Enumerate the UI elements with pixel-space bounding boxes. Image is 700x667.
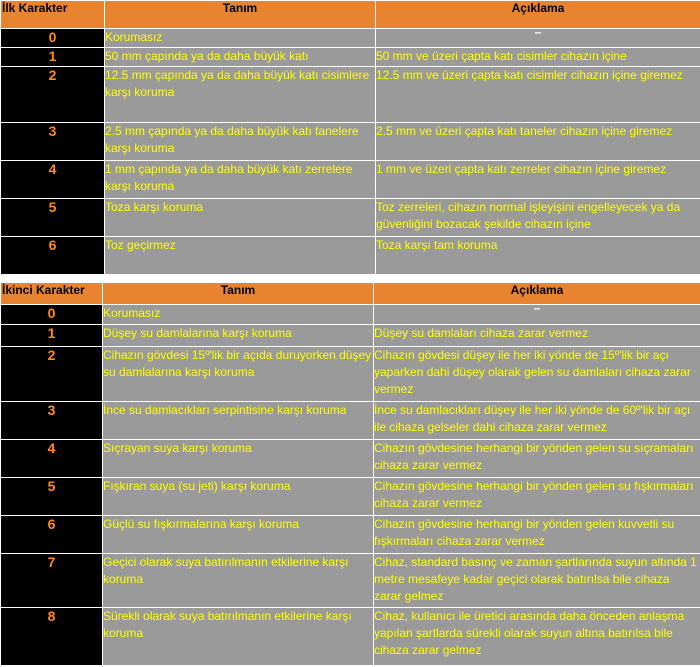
table-row <box>1 402 700 440</box>
row-aciklama: Toza karşı tam koruma <box>376 237 700 275</box>
row-tanim: 2.5 mm çapında ya da daha büyük katı tanelere karşı koruma <box>105 123 376 161</box>
row-aciklama: Cihazın gövdesine herhangi bir yönden gelen su sıçramaları cihaza zarar vermez <box>374 440 700 478</box>
row-tanim: Toz geçirmez <box>105 237 376 275</box>
table-row <box>1 199 700 237</box>
table-row <box>1 440 700 478</box>
dash-text: – <box>533 304 541 315</box>
row-number: 0 <box>1 29 105 48</box>
row-number: 6 <box>1 516 103 554</box>
row-aciklama <box>374 305 700 325</box>
row-tanim: 1 mm çapında ya da daha büyük katı zerrelere karşı koruma <box>105 161 376 199</box>
row-number: 8 <box>1 608 103 666</box>
row-aciklama: Düşey su damlaları cihaza zarar vermez <box>374 325 700 347</box>
header-tanim: Tanım <box>105 1 376 29</box>
table-row <box>1 123 700 161</box>
header-aciklama: Açıklama <box>374 283 700 305</box>
row-aciklama: 1 mm ve üzeri çapta katı zerreler cihazın içine giremez <box>376 161 700 199</box>
table-row <box>1 29 700 48</box>
table-header-row <box>1 283 700 305</box>
row-number: 3 <box>1 123 105 161</box>
row-tanim: Sürekli olarak suya batırılmanın etkilerine karşı koruma <box>103 608 374 666</box>
table-row <box>1 516 700 554</box>
dash-text: – <box>534 28 542 39</box>
row-number: 0 <box>1 305 103 325</box>
table-row <box>1 325 700 347</box>
table-row <box>1 161 700 199</box>
first-character-table <box>0 0 700 275</box>
row-aciklama: İnce su damlacıkları düşey ile her iki yönde de 60º'lik bir açı ile cihaza gelseler dahi cihaza zarar vermez <box>374 402 700 440</box>
table-header-row <box>1 1 700 29</box>
row-number: 7 <box>1 554 103 608</box>
header-second-character: İkinci Karakter <box>1 283 103 305</box>
table-row <box>1 478 700 516</box>
row-aciklama: 12.5 mm ve üzeri çapta katı cisimler cihazın içine giremez <box>376 67 700 123</box>
row-aciklama: Cihazın gövdesi düşey ile her iki yönde de 15º'lik bir açı yaparken dahi düşey olarak gelen su damlaları cihaza zarar vermez <box>374 347 700 402</box>
row-tanim: Fışkıran suya (su jeti) karşı koruma <box>103 478 374 516</box>
row-aciklama: 2.5 mm ve üzeri çapta katı taneler cihazın içine giremez <box>376 123 700 161</box>
row-number: 2 <box>1 67 105 123</box>
row-tanim: Korumasız <box>105 29 376 48</box>
table-row <box>1 48 700 67</box>
row-aciklama: Cihazın gövdesine herhangi bir yönden gelen su fışkırmaları cihaza zarar vermez <box>374 478 700 516</box>
row-number: 2 <box>1 347 103 402</box>
header-first-character: İlk Karakter <box>1 1 105 29</box>
row-number: 1 <box>1 48 105 67</box>
row-tanim: Düşey su damlalarına karşı koruma <box>103 325 374 347</box>
row-tanim: Güçlü su fışkırmalarına karşı koruma <box>103 516 374 554</box>
table-row <box>1 608 700 666</box>
row-number: 6 <box>1 237 105 275</box>
table-row <box>1 305 700 325</box>
row-tanim: İnce su damlacıkları serpintisine karşı koruma <box>103 402 374 440</box>
row-number: 4 <box>1 161 105 199</box>
header-aciklama: Açıklama <box>376 1 700 29</box>
row-tanim: Geçici olarak suya batırılmanın etkilerine karşı koruma <box>103 554 374 608</box>
header-tanim: Tanım <box>103 283 374 305</box>
row-aciklama: Cihaz, kullanıcı ile üretici arasında daha önceden anlaşma yapılan şartlarda sürekli olarak suyun altına batırılsa bile cihaza zarar gelmez <box>374 608 700 666</box>
row-aciklama: Cihaz, standard basınç ve zaman şartlarında suyun altında 1 metre mesafeye kadar geçici olarak batırılsa bile cihaza zarar gelmez <box>374 554 700 608</box>
row-aciklama: Toz zerreleri, cihazın normal işleyişini engelleyecek ya da güvenliğini bozacak şekilde cihazın içine <box>376 199 700 237</box>
row-number: 5 <box>1 478 103 516</box>
table-row <box>1 554 700 608</box>
row-tanim: 50 mm çapında ya da daha büyük katı <box>105 48 376 67</box>
table-row <box>1 237 700 275</box>
row-aciklama: 50 mm ve üzeri çapta katı cisimler cihazın içine <box>376 48 700 67</box>
row-number: 4 <box>1 440 103 478</box>
second-character-table <box>0 282 700 666</box>
row-tanim: Sıçrayan suya karşı koruma <box>103 440 374 478</box>
row-aciklama <box>376 29 700 48</box>
row-tanim: Cihazın gövdesi 15º'lik bir açıda duruyorken düşey su damlalarına karşı koruma <box>103 347 374 402</box>
row-number: 3 <box>1 402 103 440</box>
row-tanim: Toza karşı koruma <box>105 199 376 237</box>
row-aciklama: Cihazın gövdesine herhangi bir yönden gelen kuvvetli su fışkırmaları cihaza zarar vermez <box>374 516 700 554</box>
row-tanim: 12.5 mm çapında ya da daha büyük katı cisimlere karşı koruma <box>105 67 376 123</box>
table-row <box>1 347 700 402</box>
row-tanim: Korumasız <box>103 305 374 325</box>
row-number: 5 <box>1 199 105 237</box>
row-number: 1 <box>1 325 103 347</box>
table-row <box>1 67 700 123</box>
